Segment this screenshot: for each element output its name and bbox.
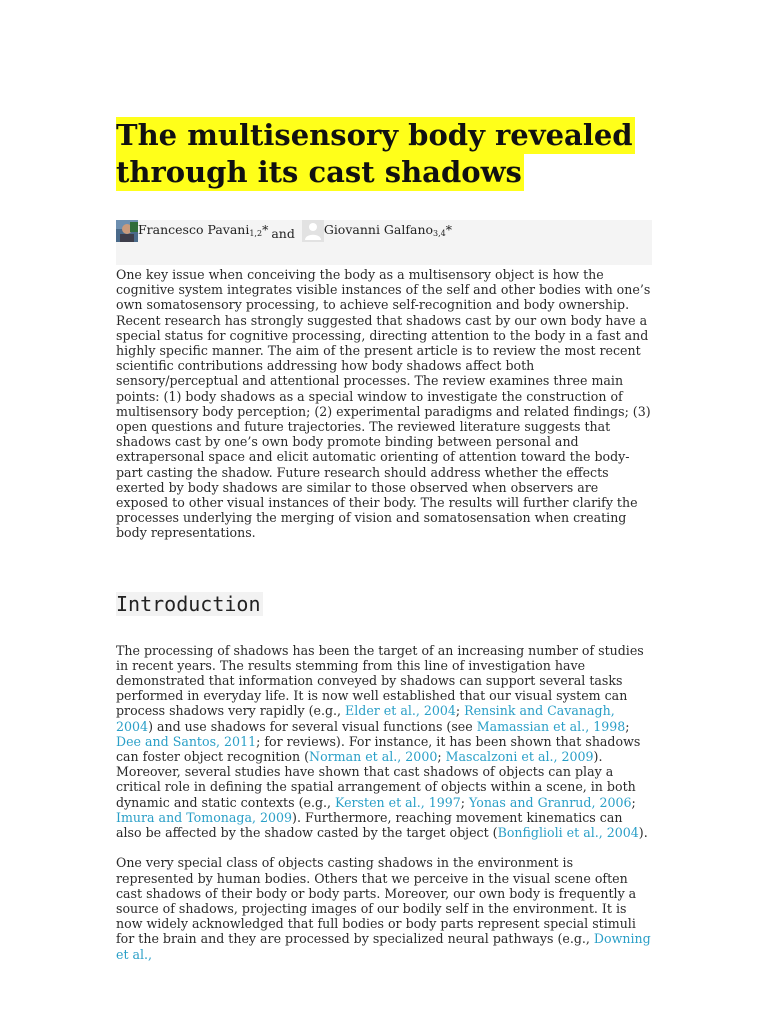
default-user-avatar-icon[interactable] — [302, 220, 324, 242]
citation-link[interactable]: Mascalzoni et al., 2009 — [445, 749, 594, 765]
article-title — [116, 117, 652, 191]
introduction-paragraph-2: One very special class of objects casting shadows in the environment is represented by human bodies. Others that we perceive in the visual scene often cast shadows of their body or body parts. Moreover, our own body is frequently a source of shadows, projecting images of our bodily self in the environment. It is now widely acknowledged that full bodies or body parts represent special stimuli for the brain and they are processed by specialized neural pathways (e.g., Downing et al., — [116, 855, 651, 962]
article-title-line-2: through its cast shadows — [116, 155, 522, 189]
author-2-link[interactable]: Giovanni Galfano$_{3,4}$* — [323, 222, 452, 238]
author-1-link[interactable]: Francesco Pavani$_{1,2}$* — [138, 222, 269, 238]
authors-row — [116, 220, 452, 242]
introduction-paragraph-1: The processing of shadows has been the target of an increasing number of studies in recent years. The results stemming from this line of investigation have demonstrated that information conveyed by shadows can support several tasks performed in everyday life. It is now well established that our visual system can process shadows very rapidly (e.g., Elder et al., 2004; Rensink and Cavanagh, 2004) and use shadows for several visual functions (see Mamassian et al., 1998; Dee and Santos, 2011; for reviews). For instance, it has been shown that shadows can foster object recognition (Norman et al., 2000; Mascalzoni et al., 2009). Moreover, several studies have shown that cast shadows of objects can play a critical role in defining the spatial arrangement of objects within a scene, in both dynamic and static contexts (e.g., Kersten et al., 1997; Yonas and Granrud, 2006; Imura and Tomonaga, 2009). Furthermore, reaching movement kinematics can also be affected by the shadow casted by the target object (Bonfiglioli et al., 2004). — [116, 642, 648, 841]
citation-link[interactable]: Dee and Santos, 2011 — [116, 733, 257, 749]
citation-link[interactable]: Rensink and Cavanagh, 2004 — [116, 703, 615, 734]
article-title-line-1: The multisensory body revealed — [116, 118, 633, 152]
citation-link[interactable]: Yonas and Granrud, 2006 — [469, 794, 632, 810]
abstract-paragraph: One key issue when conceiving the body as a multisensory object is how the cognitive system integrates visible instances of the self and other bodies with one’s own somatosensory processing, to achieve self-recognition and body ownership. Recent research has strongly suggested that shadows cast by our own body have a special status for cognitive processing, directing attention to the body in a fast and highly specific manner. The aim of the present article is to review the most recent scientific contributions addressing how body shadows affect both sensory/perceptual and attentional processes. The review examines three main points: (1) body shadows as a special window to investigate the construction of multisensory body perception; (2) experimental paradigms and related findings; (3) open questions and future trajectories. The reviewed literature suggests that shadows cast by one’s own body promote binding between personal and extrapersonal space and elicit automatic orienting of attention toward the body-part casting the shadow. Future research should address whether the effects exerted by body shadows are similar to those observed when observers are exposed to other visual instances of their body. The results will further clarify the processes underlying the merging of vision and somatosensation when creating body representations. — [116, 267, 651, 541]
citation-link[interactable]: Kersten et al., 1997 — [335, 794, 461, 810]
citation-link[interactable]: Downing et al., — [116, 931, 651, 962]
authors-conjunction: and — [271, 226, 295, 241]
citation-link[interactable]: Elder et al., 2004 — [345, 703, 456, 719]
citation-link[interactable]: Bonfiglioli et al., 2004 — [497, 825, 639, 841]
authors-bar — [116, 220, 652, 265]
section-heading-introduction: Introduction — [116, 591, 261, 616]
author-photo-avatar[interactable] — [116, 220, 138, 242]
article-page — [116, 117, 652, 962]
citation-link[interactable]: Norman et al., 2000 — [309, 749, 438, 765]
citation-link[interactable]: Mamassian et al., 1998 — [476, 718, 626, 734]
citation-link[interactable]: Imura and Tomonaga, 2009 — [116, 809, 293, 825]
